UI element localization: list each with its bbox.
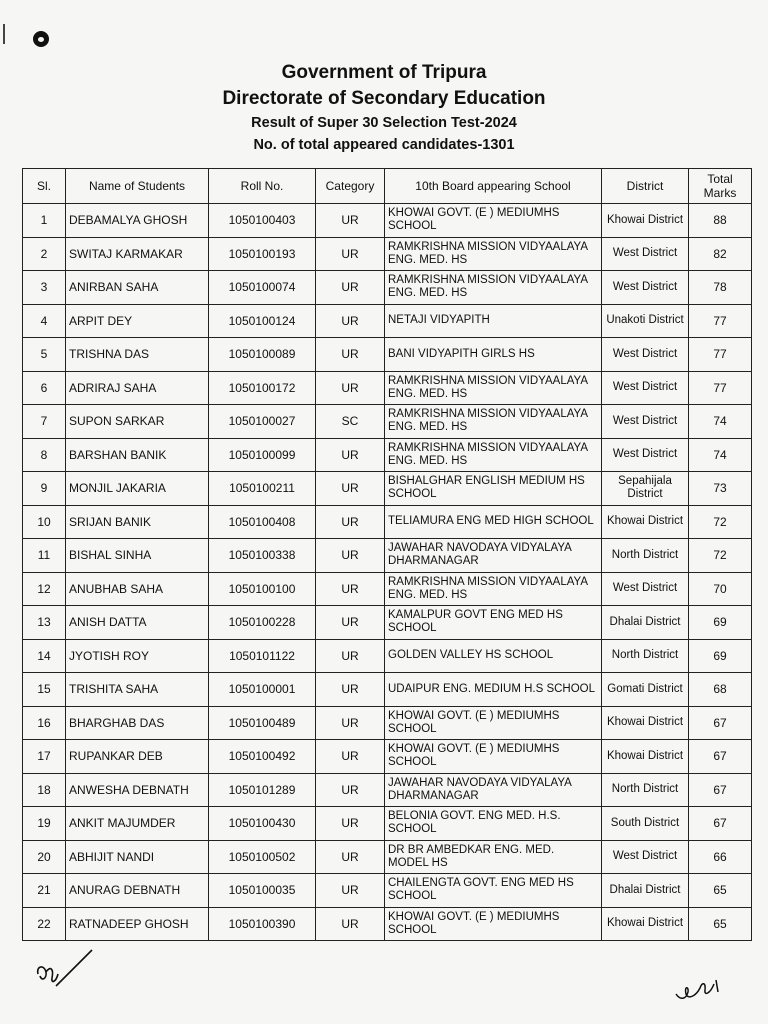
header-candidate-count: No. of total appeared candidates-1301 (253, 137, 515, 153)
cell-category: UR (316, 706, 385, 740)
cell-school: NETAJI VIDYAPITH (385, 304, 602, 338)
cell-sl: 18 (23, 773, 66, 807)
table-row (23, 405, 752, 439)
table-row (23, 773, 752, 807)
cell-roll: 1050100089 (209, 338, 316, 372)
cell-sl: 12 (23, 572, 66, 606)
header-directorate: Directorate of Secondary Education (222, 88, 546, 109)
cell-school: KHOWAI GOVT. (E ) MEDIUMHS SCHOOL (385, 706, 602, 740)
table-row (23, 874, 752, 908)
table-row (23, 840, 752, 874)
cell-marks: 88 (689, 204, 752, 238)
table-row (23, 237, 752, 271)
table-row (23, 472, 752, 506)
column-header-sl: Sl. (23, 169, 66, 204)
cell-district: West District (602, 405, 689, 439)
cell-category: UR (316, 606, 385, 640)
table-row (23, 204, 752, 238)
cell-roll: 1050100193 (209, 237, 316, 271)
signature-right-icon (672, 970, 732, 1010)
cell-school: RAMKRISHNA MISSION VIDYAALAYA ENG. MED. HS (385, 405, 602, 439)
cell-name: SWITAJ KARMAKAR (66, 237, 209, 271)
cell-school: RAMKRISHNA MISSION VIDYAALAYA ENG. MED. HS (385, 271, 602, 305)
cell-name: BISHAL SINHA (66, 539, 209, 573)
cell-district: North District (602, 639, 689, 673)
cell-marks: 77 (689, 338, 752, 372)
table-row (23, 371, 752, 405)
cell-school: KHOWAI GOVT. (E ) MEDIUMHS SCHOOL (385, 740, 602, 774)
cell-roll: 1050100001 (209, 673, 316, 707)
table-row (23, 304, 752, 338)
cell-category: UR (316, 539, 385, 573)
cell-marks: 67 (689, 773, 752, 807)
cell-name: ANISH DATTA (66, 606, 209, 640)
cell-name: ARPIT DEY (66, 304, 209, 338)
cell-sl: 8 (23, 438, 66, 472)
cell-roll: 1050100338 (209, 539, 316, 573)
cell-district: West District (602, 237, 689, 271)
cell-sl: 1 (23, 204, 66, 238)
cell-marks: 82 (689, 237, 752, 271)
cell-school: BISHALGHAR ENGLISH MEDIUM HS SCHOOL (385, 472, 602, 506)
cell-name: BHARGHAB DAS (66, 706, 209, 740)
table-row (23, 673, 752, 707)
cell-marks: 77 (689, 371, 752, 405)
cell-roll: 1050100100 (209, 572, 316, 606)
cell-category: UR (316, 271, 385, 305)
cell-marks: 74 (689, 438, 752, 472)
cell-district: North District (602, 539, 689, 573)
table-row (23, 338, 752, 372)
cell-school: TELIAMURA ENG MED HIGH SCHOOL (385, 505, 602, 539)
cell-marks: 74 (689, 405, 752, 439)
cell-sl: 11 (23, 539, 66, 573)
cell-district: North District (602, 773, 689, 807)
cell-district: Unakoti District (602, 304, 689, 338)
cell-name: JYOTISH ROY (66, 639, 209, 673)
cell-school: KHOWAI GOVT. (E ) MEDIUMHS SCHOOL (385, 204, 602, 238)
cell-school: RAMKRISHNA MISSION VIDYAALAYA ENG. MED. HS (385, 371, 602, 405)
cell-district: Khowai District (602, 907, 689, 941)
cell-category: UR (316, 773, 385, 807)
cell-sl: 16 (23, 706, 66, 740)
cell-sl: 21 (23, 874, 66, 908)
signature-left-icon (30, 946, 110, 1006)
cell-marks: 73 (689, 472, 752, 506)
cell-school: RAMKRISHNA MISSION VIDYAALAYA ENG. MED. HS (385, 438, 602, 472)
cell-roll: 1050100403 (209, 204, 316, 238)
cell-category: UR (316, 371, 385, 405)
column-header-school: 10th Board appearing School (385, 169, 602, 204)
cell-sl: 7 (23, 405, 66, 439)
cell-school: RAMKRISHNA MISSION VIDYAALAYA ENG. MED. HS (385, 237, 602, 271)
cell-marks: 67 (689, 807, 752, 841)
column-header-roll: Roll No. (209, 169, 316, 204)
cell-name: ANWESHA DEBNATH (66, 773, 209, 807)
table-row (23, 807, 752, 841)
header-government: Government of Tripura (281, 62, 487, 83)
cell-category: UR (316, 639, 385, 673)
cell-marks: 67 (689, 740, 752, 774)
table-row (23, 572, 752, 606)
cell-district: Khowai District (602, 505, 689, 539)
cell-school: BANI VIDYAPITH GIRLS HS (385, 338, 602, 372)
cell-sl: 4 (23, 304, 66, 338)
cell-sl: 14 (23, 639, 66, 673)
cell-category: UR (316, 807, 385, 841)
cell-category: UR (316, 304, 385, 338)
cell-name: ANIRBAN SAHA (66, 271, 209, 305)
cell-category: SC (316, 405, 385, 439)
cell-district: Gomati District (602, 673, 689, 707)
column-header-category: Category (316, 169, 385, 204)
table-row (23, 907, 752, 941)
cell-district: Dhalai District (602, 874, 689, 908)
cell-sl: 6 (23, 371, 66, 405)
cell-category: UR (316, 907, 385, 941)
cell-marks: 69 (689, 639, 752, 673)
table-row (23, 639, 752, 673)
table-row (23, 438, 752, 472)
cell-category: UR (316, 673, 385, 707)
cell-sl: 22 (23, 907, 66, 941)
table-row (23, 740, 752, 774)
cell-district: West District (602, 338, 689, 372)
cell-school: JAWAHAR NAVODAYA VIDYALAYA DHARMANAGAR (385, 539, 602, 573)
document-header (0, 60, 768, 156)
table-body (23, 204, 752, 941)
cell-name: ADRIRAJ SAHA (66, 371, 209, 405)
cell-marks: 65 (689, 874, 752, 908)
cell-category: UR (316, 740, 385, 774)
cell-name: SRIJAN BANIK (66, 505, 209, 539)
cell-sl: 15 (23, 673, 66, 707)
cell-marks: 78 (689, 271, 752, 305)
cell-roll: 1050100492 (209, 740, 316, 774)
cell-district: South District (602, 807, 689, 841)
cell-name: ANURAG DEBNATH (66, 874, 209, 908)
header-result-title: Result of Super 30 Selection Test-2024 (251, 115, 517, 131)
cell-name: BARSHAN BANIK (66, 438, 209, 472)
cell-name: TRISHITA SAHA (66, 673, 209, 707)
cell-name: ANUBHAB SAHA (66, 572, 209, 606)
cell-school: CHAILENGTA GOVT. ENG MED HS SCHOOL (385, 874, 602, 908)
cell-roll: 1050101289 (209, 773, 316, 807)
cell-marks: 65 (689, 907, 752, 941)
cell-district: Dhalai District (602, 606, 689, 640)
table-row (23, 271, 752, 305)
cell-roll: 1050100228 (209, 606, 316, 640)
cell-name: RATNADEEP GHOSH (66, 907, 209, 941)
cell-category: UR (316, 237, 385, 271)
cell-sl: 13 (23, 606, 66, 640)
cell-category: UR (316, 505, 385, 539)
cell-marks: 70 (689, 572, 752, 606)
cell-sl: 5 (23, 338, 66, 372)
cell-sl: 3 (23, 271, 66, 305)
cell-school: BELONIA GOVT. ENG MED. H.S. SCHOOL (385, 807, 602, 841)
cell-category: UR (316, 572, 385, 606)
cell-roll: 1050100027 (209, 405, 316, 439)
table-header-row (23, 169, 752, 204)
cell-roll: 1050100211 (209, 472, 316, 506)
table-row (23, 606, 752, 640)
cell-school: GOLDEN VALLEY HS SCHOOL (385, 639, 602, 673)
cell-sl: 9 (23, 472, 66, 506)
scan-edge-mark (3, 24, 5, 44)
cell-category: UR (316, 840, 385, 874)
cell-roll: 1050100408 (209, 505, 316, 539)
cell-marks: 68 (689, 673, 752, 707)
column-header-name: Name of Students (66, 169, 209, 204)
cell-district: West District (602, 572, 689, 606)
cell-name: TRISHNA DAS (66, 338, 209, 372)
cell-district: West District (602, 371, 689, 405)
cell-marks: 69 (689, 606, 752, 640)
cell-marks: 72 (689, 505, 752, 539)
cell-sl: 10 (23, 505, 66, 539)
result-table (22, 168, 752, 941)
cell-category: UR (316, 438, 385, 472)
cell-sl: 20 (23, 840, 66, 874)
cell-school: KAMALPUR GOVT ENG MED HS SCHOOL (385, 606, 602, 640)
cell-name: RUPANKAR DEB (66, 740, 209, 774)
cell-category: UR (316, 338, 385, 372)
column-header-district: District (602, 169, 689, 204)
cell-school: DR BR AMBEDKAR ENG. MED. MODEL HS (385, 840, 602, 874)
cell-school: UDAIPUR ENG. MEDIUM H.S SCHOOL (385, 673, 602, 707)
table-row (23, 539, 752, 573)
cell-sl: 2 (23, 237, 66, 271)
cell-roll: 1050100390 (209, 907, 316, 941)
cell-roll: 1050101122 (209, 639, 316, 673)
cell-sl: 17 (23, 740, 66, 774)
cell-school: JAWAHAR NAVODAYA VIDYALAYA DHARMANAGAR (385, 773, 602, 807)
cell-category: UR (316, 874, 385, 908)
table-row (23, 706, 752, 740)
cell-category: UR (316, 472, 385, 506)
cell-marks: 77 (689, 304, 752, 338)
cell-category: UR (316, 204, 385, 238)
cell-district: West District (602, 438, 689, 472)
cell-school: RAMKRISHNA MISSION VIDYAALAYA ENG. MED. HS (385, 572, 602, 606)
cell-name: SUPON SARKAR (66, 405, 209, 439)
cell-sl: 19 (23, 807, 66, 841)
cell-roll: 1050100074 (209, 271, 316, 305)
cell-name: DEBAMALYA GHOSH (66, 204, 209, 238)
cell-district: Khowai District (602, 204, 689, 238)
cell-name: MONJIL JAKARIA (66, 472, 209, 506)
cell-name: ANKIT MAJUMDER (66, 807, 209, 841)
cell-school: KHOWAI GOVT. (E ) MEDIUMHS SCHOOL (385, 907, 602, 941)
cell-roll: 1050100099 (209, 438, 316, 472)
cell-name: ABHIJIT NANDI (66, 840, 209, 874)
cell-district: West District (602, 271, 689, 305)
table-row (23, 505, 752, 539)
cell-roll: 1050100172 (209, 371, 316, 405)
cell-marks: 72 (689, 539, 752, 573)
cell-roll: 1050100430 (209, 807, 316, 841)
cell-district: Khowai District (602, 740, 689, 774)
cell-roll: 1050100489 (209, 706, 316, 740)
cell-district: Sepahijala District (602, 472, 689, 506)
cell-roll: 1050100502 (209, 840, 316, 874)
cell-roll: 1050100035 (209, 874, 316, 908)
cell-roll: 1050100124 (209, 304, 316, 338)
cell-district: Khowai District (602, 706, 689, 740)
cell-marks: 66 (689, 840, 752, 874)
cell-marks: 67 (689, 706, 752, 740)
cell-district: West District (602, 840, 689, 874)
punch-hole-icon (33, 31, 49, 47)
column-header-marks: Total Marks (689, 169, 752, 204)
